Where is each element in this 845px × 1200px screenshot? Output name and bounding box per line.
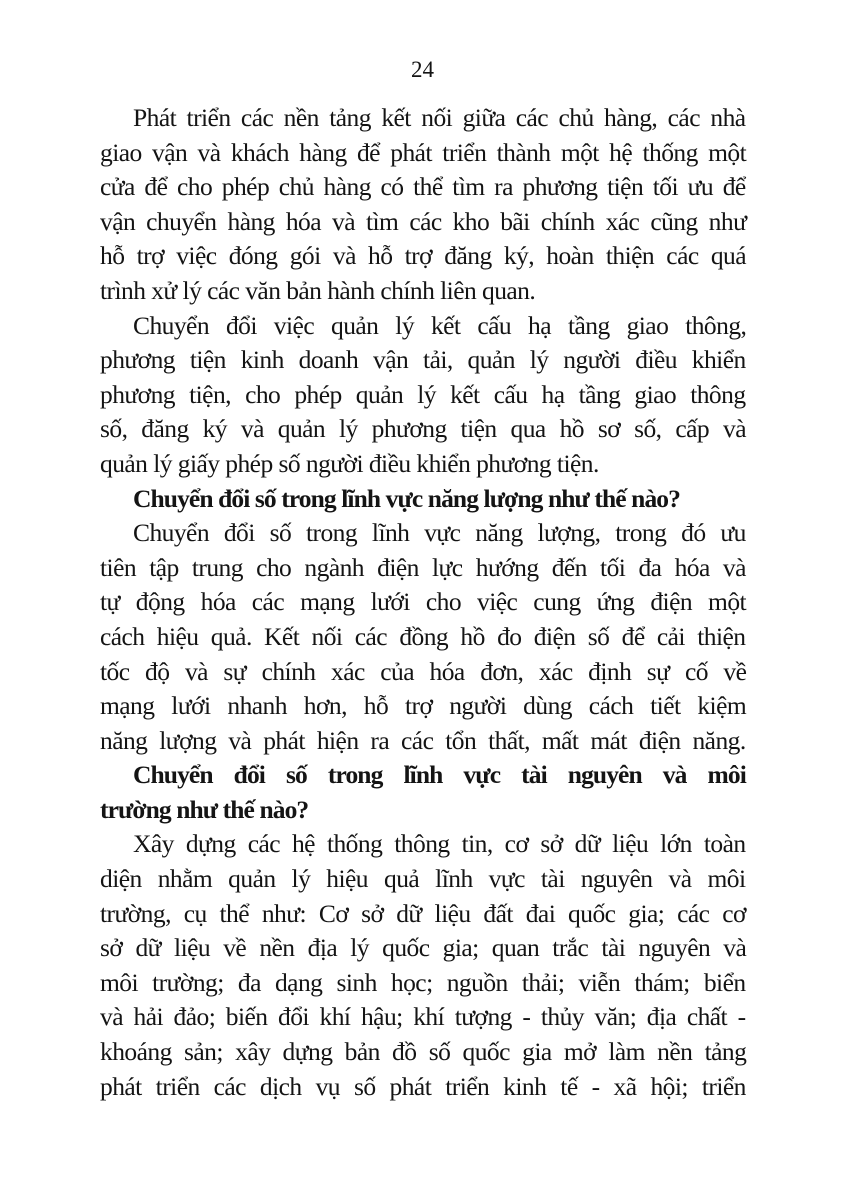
paragraph-energy (100, 516, 746, 758)
text-line: mạng lưới nhanh hơn, hỗ trợ người dùng cách tiết kiệm (100, 691, 747, 721)
heading-energy-question (100, 482, 746, 517)
section-heading-line: trường như thế nào? (100, 794, 309, 824)
text-line: Phát triển các nền tảng kết nối giữa các chủ hàng, các nhà (133, 103, 746, 132)
section-heading-line: Chuyển đổi số trong lĩnh vực năng lượng như thế nào? (133, 483, 680, 513)
page-body (100, 101, 746, 1104)
text-line: Chuyển đổi số trong lĩnh vực năng lượng, trong đó ưu (133, 518, 746, 548)
text-line: trình xử lý các văn bản hành chính liên quan. (100, 275, 536, 305)
text-line: cách hiệu quả. Kết nối các đồng hồ đo điện số để cải thiện (100, 621, 746, 651)
text-line: Chuyển đổi việc quản lý kết cấu hạ tầng giao thông, (133, 310, 747, 340)
text-line: sở dữ liệu về nền địa lý quốc gia; quan trắc tài nguyên và (100, 933, 747, 963)
text-line: khoáng sản; xây dựng bản đồ số quốc gia mở làm nền tảng (100, 1037, 747, 1067)
text-line: phương tiện, cho phép quản lý kết cấu hạ tầng giao thông (100, 379, 746, 409)
text-line: diện nhằm quản lý hiệu quả lĩnh vực tài nguyên và môi (100, 864, 746, 894)
text-line: cửa để cho phép chủ hàng có thể tìm ra phương tiện tối ưu để (100, 172, 746, 202)
text-line: phát triển các dịch vụ số phát triển kinh tế - xã hội; triển (100, 1071, 746, 1101)
text-line: tự động hóa các mạng lưới cho việc cung ứng điện một (100, 587, 747, 617)
paragraph-resources-environment (100, 827, 746, 1104)
heading-resources-environment-question (100, 758, 746, 827)
text-line: giao vận và khách hàng để phát triển thành một hệ thống một (100, 137, 747, 167)
text-line: số, đăng ký và quản lý phương tiện qua hồ sơ số, cấp và (100, 414, 746, 444)
text-line: tốc độ và sự chính xác của hóa đơn, xác định sự cố về (100, 656, 747, 686)
text-line: phương tiện kinh doanh vận tải, quản lý người điều khiển (100, 345, 746, 375)
text-line: hỗ trợ việc đóng gói và hỗ trợ đăng ký, hoàn thiện các quá (100, 241, 746, 271)
text-line: quản lý giấy phép số người điều khiển phương tiện. (100, 448, 599, 478)
page-number: 24 (411, 57, 434, 82)
text-line: môi trường; đa dạng sinh học; nguồn thải; viễn thám; biển (100, 967, 746, 997)
section-heading-line: Chuyển đổi số trong lĩnh vực tài nguyên và môi (133, 760, 746, 790)
text-line: trường, cụ thể như: Cơ sở dữ liệu đất đai quốc gia; các cơ (100, 898, 746, 928)
paragraph-logistics-platforms (100, 101, 746, 309)
text-line: tiên tập trung cho ngành điện lực hướng đến tối đa hóa và (100, 552, 746, 582)
text-line: vận chuyển hàng hóa và tìm các kho bãi chính xác cũng như (100, 206, 747, 236)
paragraph-transport-infrastructure (100, 309, 746, 482)
text-line: Xây dựng các hệ thống thông tin, cơ sở dữ liệu lớn toàn (133, 829, 746, 859)
text-line: và hải đảo; biến đổi khí hậu; khí tượng - thủy văn; địa chất - (100, 1002, 746, 1032)
text-line: năng lượng và phát hiện ra các tổn thất, mất mát điện năng. (100, 725, 746, 755)
